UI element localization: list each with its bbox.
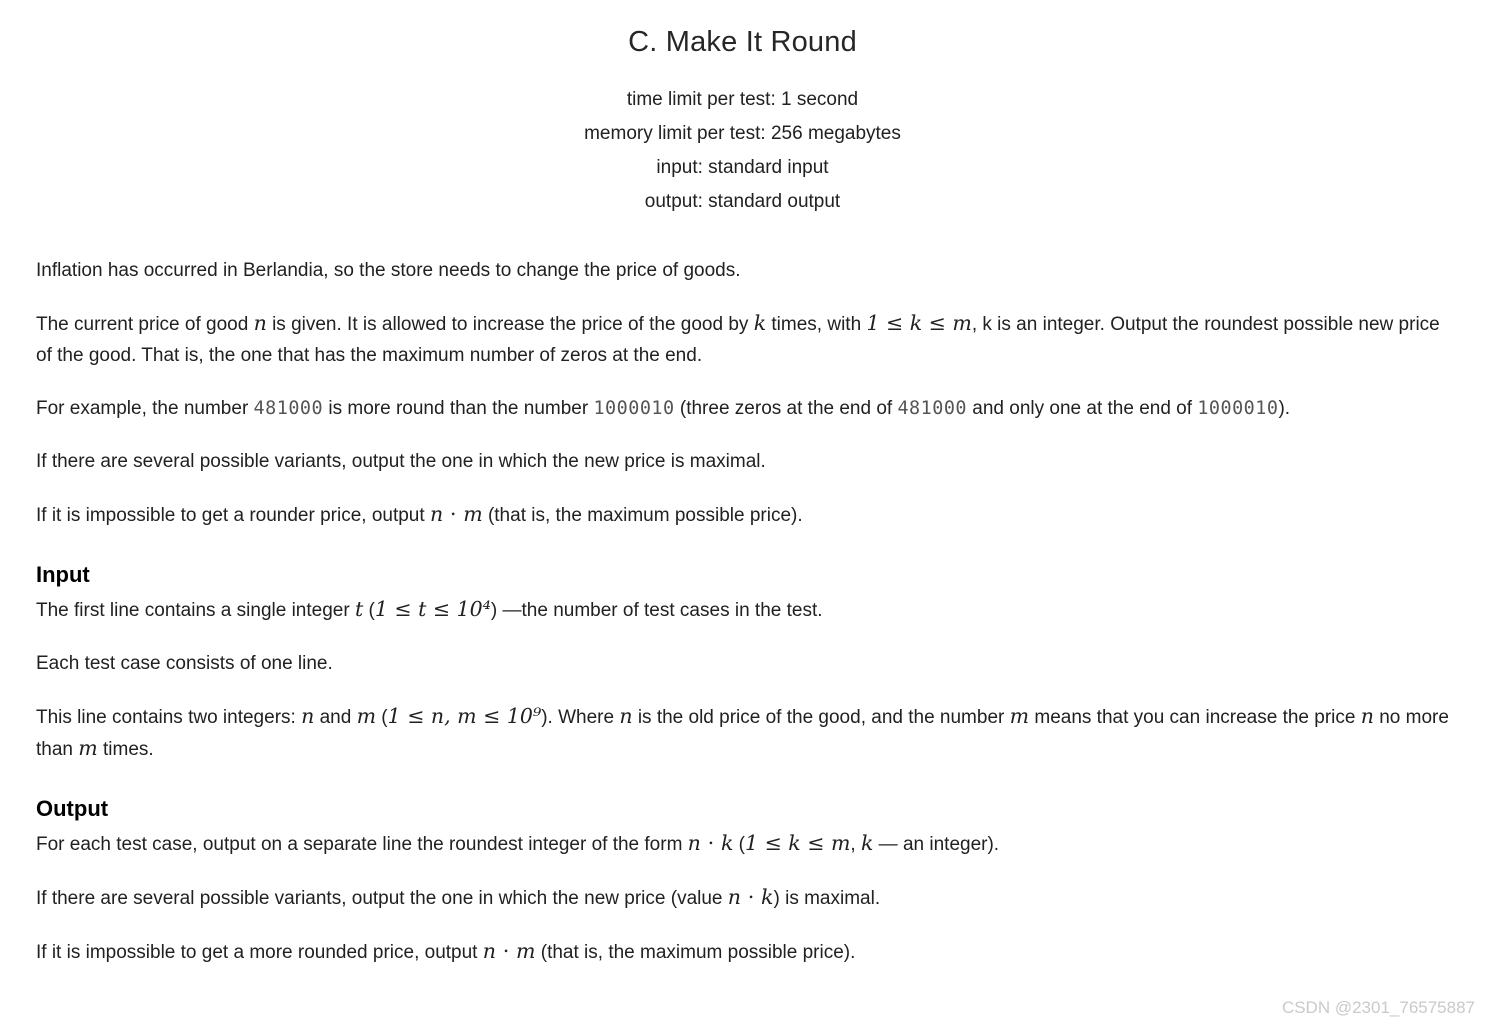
paragraph (36, 308, 1449, 371)
math-inline: m (356, 704, 377, 728)
section-title (36, 559, 1449, 590)
math-inline: m (78, 736, 98, 760)
text-run: , (850, 834, 861, 855)
math-inline: t (354, 597, 364, 621)
text-run: ). (1278, 398, 1291, 419)
text-run: and only one at the end of (967, 398, 1198, 419)
mono-number: 481000 (897, 398, 968, 419)
text-run: This line contains two integers: (36, 707, 302, 728)
text-run: For example, the number (36, 398, 254, 419)
problem-body (36, 255, 1449, 968)
paragraph (36, 701, 1449, 765)
math-inline: 1 ≤ k ≤ m (866, 311, 972, 335)
math-inline: n ⋅ k (727, 885, 774, 909)
paragraph (36, 648, 1449, 679)
mono-number: 1000010 (1197, 398, 1279, 419)
text-run: ( (363, 600, 375, 621)
math-inline: n ⋅ m (482, 939, 536, 963)
paragraph (36, 446, 1449, 477)
math-inline: n ⋅ m (429, 502, 483, 526)
math-inline: 1 ≤ t ≤ 10⁴ (374, 597, 491, 621)
text-run: times, with (766, 314, 867, 335)
text-run: If it is impossible to get a more rounded price, output (36, 942, 483, 963)
time-limit: time limit per test: 1 second (626, 89, 859, 110)
math-inline: 1 ≤ n, m ≤ 10⁹ (387, 704, 542, 728)
output-spec: output: standard output (644, 191, 841, 212)
text-run: is more round than the number (323, 398, 594, 419)
watermark: CSDN @2301_76575887 (1281, 998, 1475, 1017)
text-run: and (314, 707, 357, 728)
paragraph (36, 882, 1449, 914)
text-run: (three zeros at the end of (674, 398, 898, 419)
text-run: ) is maximal. (773, 888, 881, 909)
section-title (36, 793, 1449, 824)
text-run: The current price of good (36, 314, 254, 335)
text-run: Each test case consists of one line. (36, 653, 333, 674)
text-run: The first line contains a single integer (36, 600, 355, 621)
text-run: is given. It is allowed to increase the price of the good by (266, 314, 754, 335)
mono-number: 1000010 (593, 398, 675, 419)
text-run: Output (36, 796, 109, 821)
text-run: times. (97, 739, 154, 760)
paragraph (36, 255, 1449, 286)
math-inline: n (1360, 704, 1374, 728)
input-spec: input: standard input (656, 157, 829, 178)
text-run: If there are several possible variants, output the one in which the new price (value (36, 888, 728, 909)
text-run: (that is, the maximum possible price). (535, 942, 856, 963)
text-run: For each test case, output on a separate line the roundest integer of the form (36, 834, 688, 855)
text-run: is the old price of the good, and the number (632, 707, 1010, 728)
mono-number: 481000 (253, 398, 324, 419)
math-inline: n ⋅ k (687, 831, 734, 855)
math-inline: n (619, 704, 633, 728)
text-run: ( (376, 707, 388, 728)
memory-limit: memory limit per test: 256 megabytes (584, 123, 901, 144)
paragraph (36, 393, 1449, 424)
text-run: Inflation has occurred in Berlandia, so the store needs to change the price of goods. (36, 260, 741, 281)
math-inline: 1 ≤ k ≤ m (745, 831, 851, 855)
paragraph (36, 828, 1449, 860)
text-run: If it is impossible to get a rounder price, output (36, 505, 430, 526)
text-run: ) —the number of test cases in the test. (490, 600, 823, 621)
math-inline: n (301, 704, 315, 728)
math-inline: n (253, 311, 267, 335)
text-run: — an integer). (873, 834, 1000, 855)
text-run: , k is an integer. Output the roundest possible new price of the good. That is, the one that has the maximum number of zeros at the end. (36, 314, 1440, 366)
paragraph (36, 936, 1449, 968)
text-run: Input (36, 562, 90, 587)
text-run: (that is, the maximum possible price). (482, 505, 803, 526)
text-run: no more than (36, 707, 1449, 760)
math-inline: k (860, 831, 874, 855)
text-run: If there are several possible variants, output the one in which the new price is maximal. (36, 451, 766, 472)
paragraph (36, 499, 1449, 531)
text-run: ). Where (541, 707, 620, 728)
text-run: ( (733, 834, 745, 855)
math-inline: m (1009, 704, 1030, 728)
text-run: means that you can increase the price (1029, 707, 1361, 728)
paragraph (36, 594, 1449, 626)
problem-title: C. Make It Round (628, 26, 857, 58)
problem-meta (36, 83, 1449, 219)
math-inline: k (753, 311, 767, 335)
